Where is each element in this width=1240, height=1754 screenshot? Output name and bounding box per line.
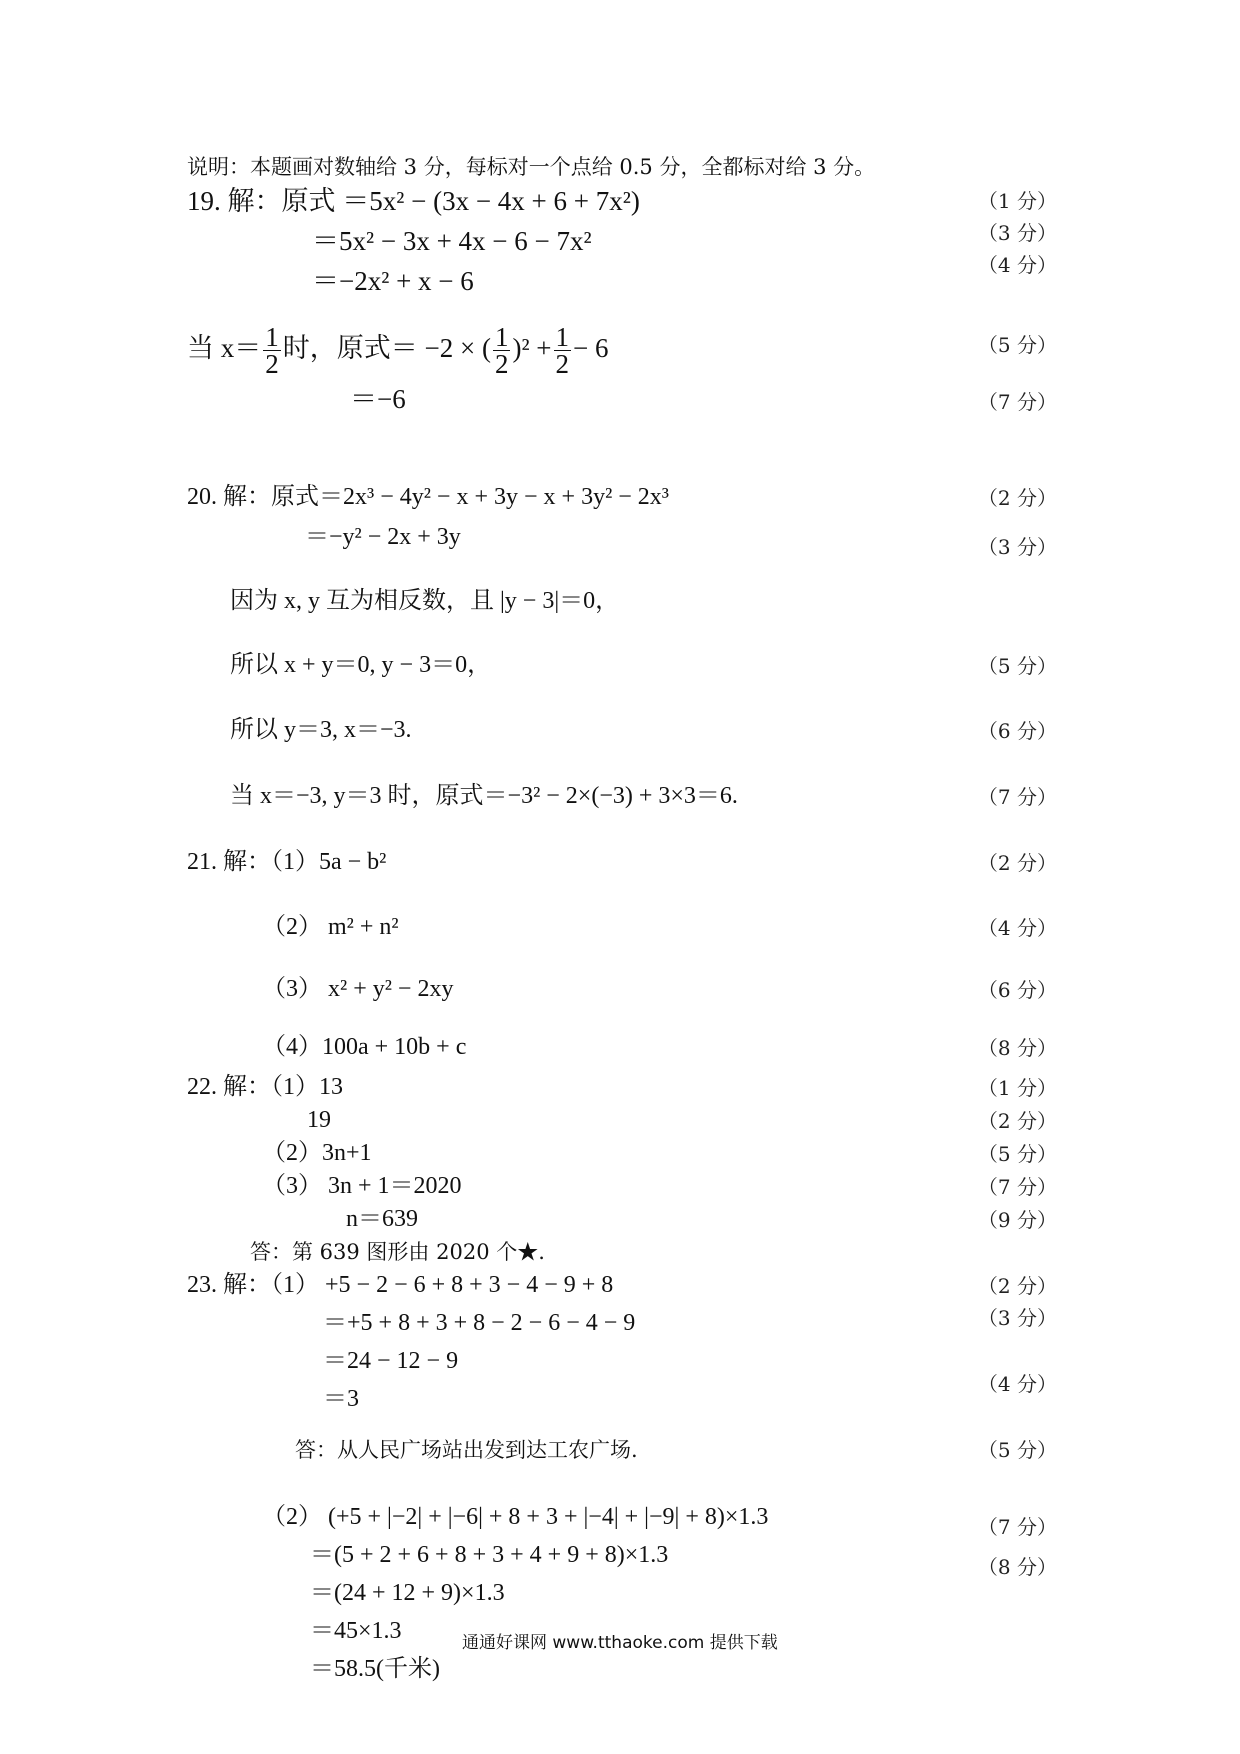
score-label: （4 分） (977, 1372, 1057, 1396)
score-label: （4 分） (977, 916, 1057, 940)
q22-answer: 答：第 639 图形由 2020 个★. (250, 1240, 545, 1264)
fraction-half-2 (493, 322, 511, 380)
score-label: （5 分） (977, 333, 1057, 357)
q22-line-1: 22. 解：（1）13 (187, 1074, 343, 1100)
score-label: （1 分） (977, 189, 1057, 213)
score-label: （2 分） (977, 1274, 1057, 1298)
q23-line-1: 23. 解：（1） +5 − 2 − 6 + 8 + 3 − 4 − 9 + 8 (187, 1272, 614, 1298)
q19-line-4-power: )² + (512, 333, 552, 363)
q19-line-3: ＝−2x² + x − 6 (312, 266, 474, 296)
q19-line-4-prefix: 当 x＝ (187, 333, 262, 363)
score-label: （3 分） (977, 221, 1057, 245)
score-label: （9 分） (977, 1208, 1057, 1232)
fraction-half-1 (263, 322, 281, 380)
q20-line-4: 所以 x + y＝0, y − 3＝0， (230, 652, 492, 678)
fraction-numerator: 1 (555, 322, 570, 353)
fraction-numerator: 1 (494, 322, 509, 353)
q22-line-5: n＝639 (346, 1206, 418, 1232)
score-label: （4 分） (977, 253, 1057, 277)
q23-line-3: ＝24 − 12 − 9 (323, 1348, 459, 1374)
fraction-denominator: 2 (555, 349, 570, 380)
q20-line-6: 当 x＝−3, y＝3 时，原式＝−3² − 2×(−3) + 3×3＝6. (230, 783, 738, 809)
q22-line-4: （3） 3n + 1＝2020 (262, 1173, 462, 1199)
score-label: （5 分） (977, 1438, 1057, 1462)
q22-line-3: （2）3n+1 (262, 1140, 372, 1166)
score-label: （6 分） (977, 978, 1057, 1002)
score-label: （5 分） (977, 1142, 1057, 1166)
score-label: （8 分） (977, 1555, 1057, 1579)
q19-line-2: ＝5x² − 3x + 4x − 6 − 7x² (312, 226, 592, 256)
q21-line-1: 21. 解：（1）5a − b² (187, 849, 387, 875)
q21-line-4: （4）100a + 10b + c (262, 1034, 467, 1060)
q23-line-8: ＝(24 + 12 + 9)×1.3 (310, 1580, 505, 1606)
q20-line-2: ＝−y² − 2x + 3y (305, 524, 461, 550)
q23-line-2: ＝+5 + 8 + 3 + 8 − 2 − 6 − 4 − 9 (323, 1310, 636, 1336)
q23-line-9: ＝45×1.3 (310, 1618, 402, 1644)
score-label: （3 分） (977, 535, 1057, 559)
q19-line-4-middle: 时，原式＝ −2 × ( (282, 333, 491, 363)
score-label: （5 分） (977, 654, 1057, 678)
q23-line-6: （2） (+5 + |−2| + |−6| + 8 + 3 + |−4| + |−9| + 8)×1.3 (262, 1504, 769, 1530)
q23-answer: 答：从人民广场站出发到达工农广场. (295, 1438, 638, 1462)
q20-line-3: 因为 x, y 互为相反数，且 |y − 3|＝0， (230, 588, 620, 614)
q19-line-5: ＝−6 (350, 384, 406, 414)
q20-line-5: 所以 y＝3, x＝−3. (230, 717, 412, 743)
fraction-half-3 (554, 322, 572, 380)
score-label: （8 分） (977, 1036, 1057, 1060)
fraction-denominator: 2 (494, 349, 509, 380)
score-label: （2 分） (977, 851, 1057, 875)
q20-line-1: 20. 解：原式＝2x³ − 4y² − x + 3y − x + 3y² − 2x³ (187, 484, 669, 510)
footer-source: 通通好课网 www.tthaoke.com 提供下载 (462, 1633, 778, 1653)
q23-line-4: ＝3 (323, 1386, 359, 1412)
fraction-denominator: 2 (265, 349, 279, 380)
score-label: （3 分） (977, 1306, 1057, 1330)
fraction-numerator: 1 (265, 322, 279, 353)
score-label: （6 分） (977, 719, 1057, 743)
score-label: （2 分） (977, 1109, 1057, 1133)
q23-line-10: ＝58.5(千米) (310, 1656, 440, 1682)
score-label: （1 分） (977, 1076, 1057, 1100)
q19-line-4-suffix: − 6 (573, 333, 609, 363)
score-label: （7 分） (977, 785, 1057, 809)
score-label: （7 分） (977, 1515, 1057, 1539)
q19-line-1: 19. 解：原式 ＝5x² − (3x − 4x + 6 + 7x²) (187, 186, 640, 216)
score-label: （2 分） (977, 486, 1057, 510)
q22-line-2: 19 (307, 1107, 331, 1133)
q21-line-2: （2） m² + n² (262, 914, 399, 940)
q19-line-4 (187, 318, 609, 378)
scoring-note: 说明：本题画对数轴给 3 分，每标对一个点给 0.5 分，全都标对给 3 分。 (187, 155, 876, 179)
q21-line-3: （3） x² + y² − 2xy (262, 976, 454, 1002)
score-label: （7 分） (977, 390, 1057, 414)
score-label: （7 分） (977, 1175, 1057, 1199)
q23-line-7: ＝(5 + 2 + 6 + 8 + 3 + 4 + 9 + 8)×1.3 (310, 1542, 669, 1568)
